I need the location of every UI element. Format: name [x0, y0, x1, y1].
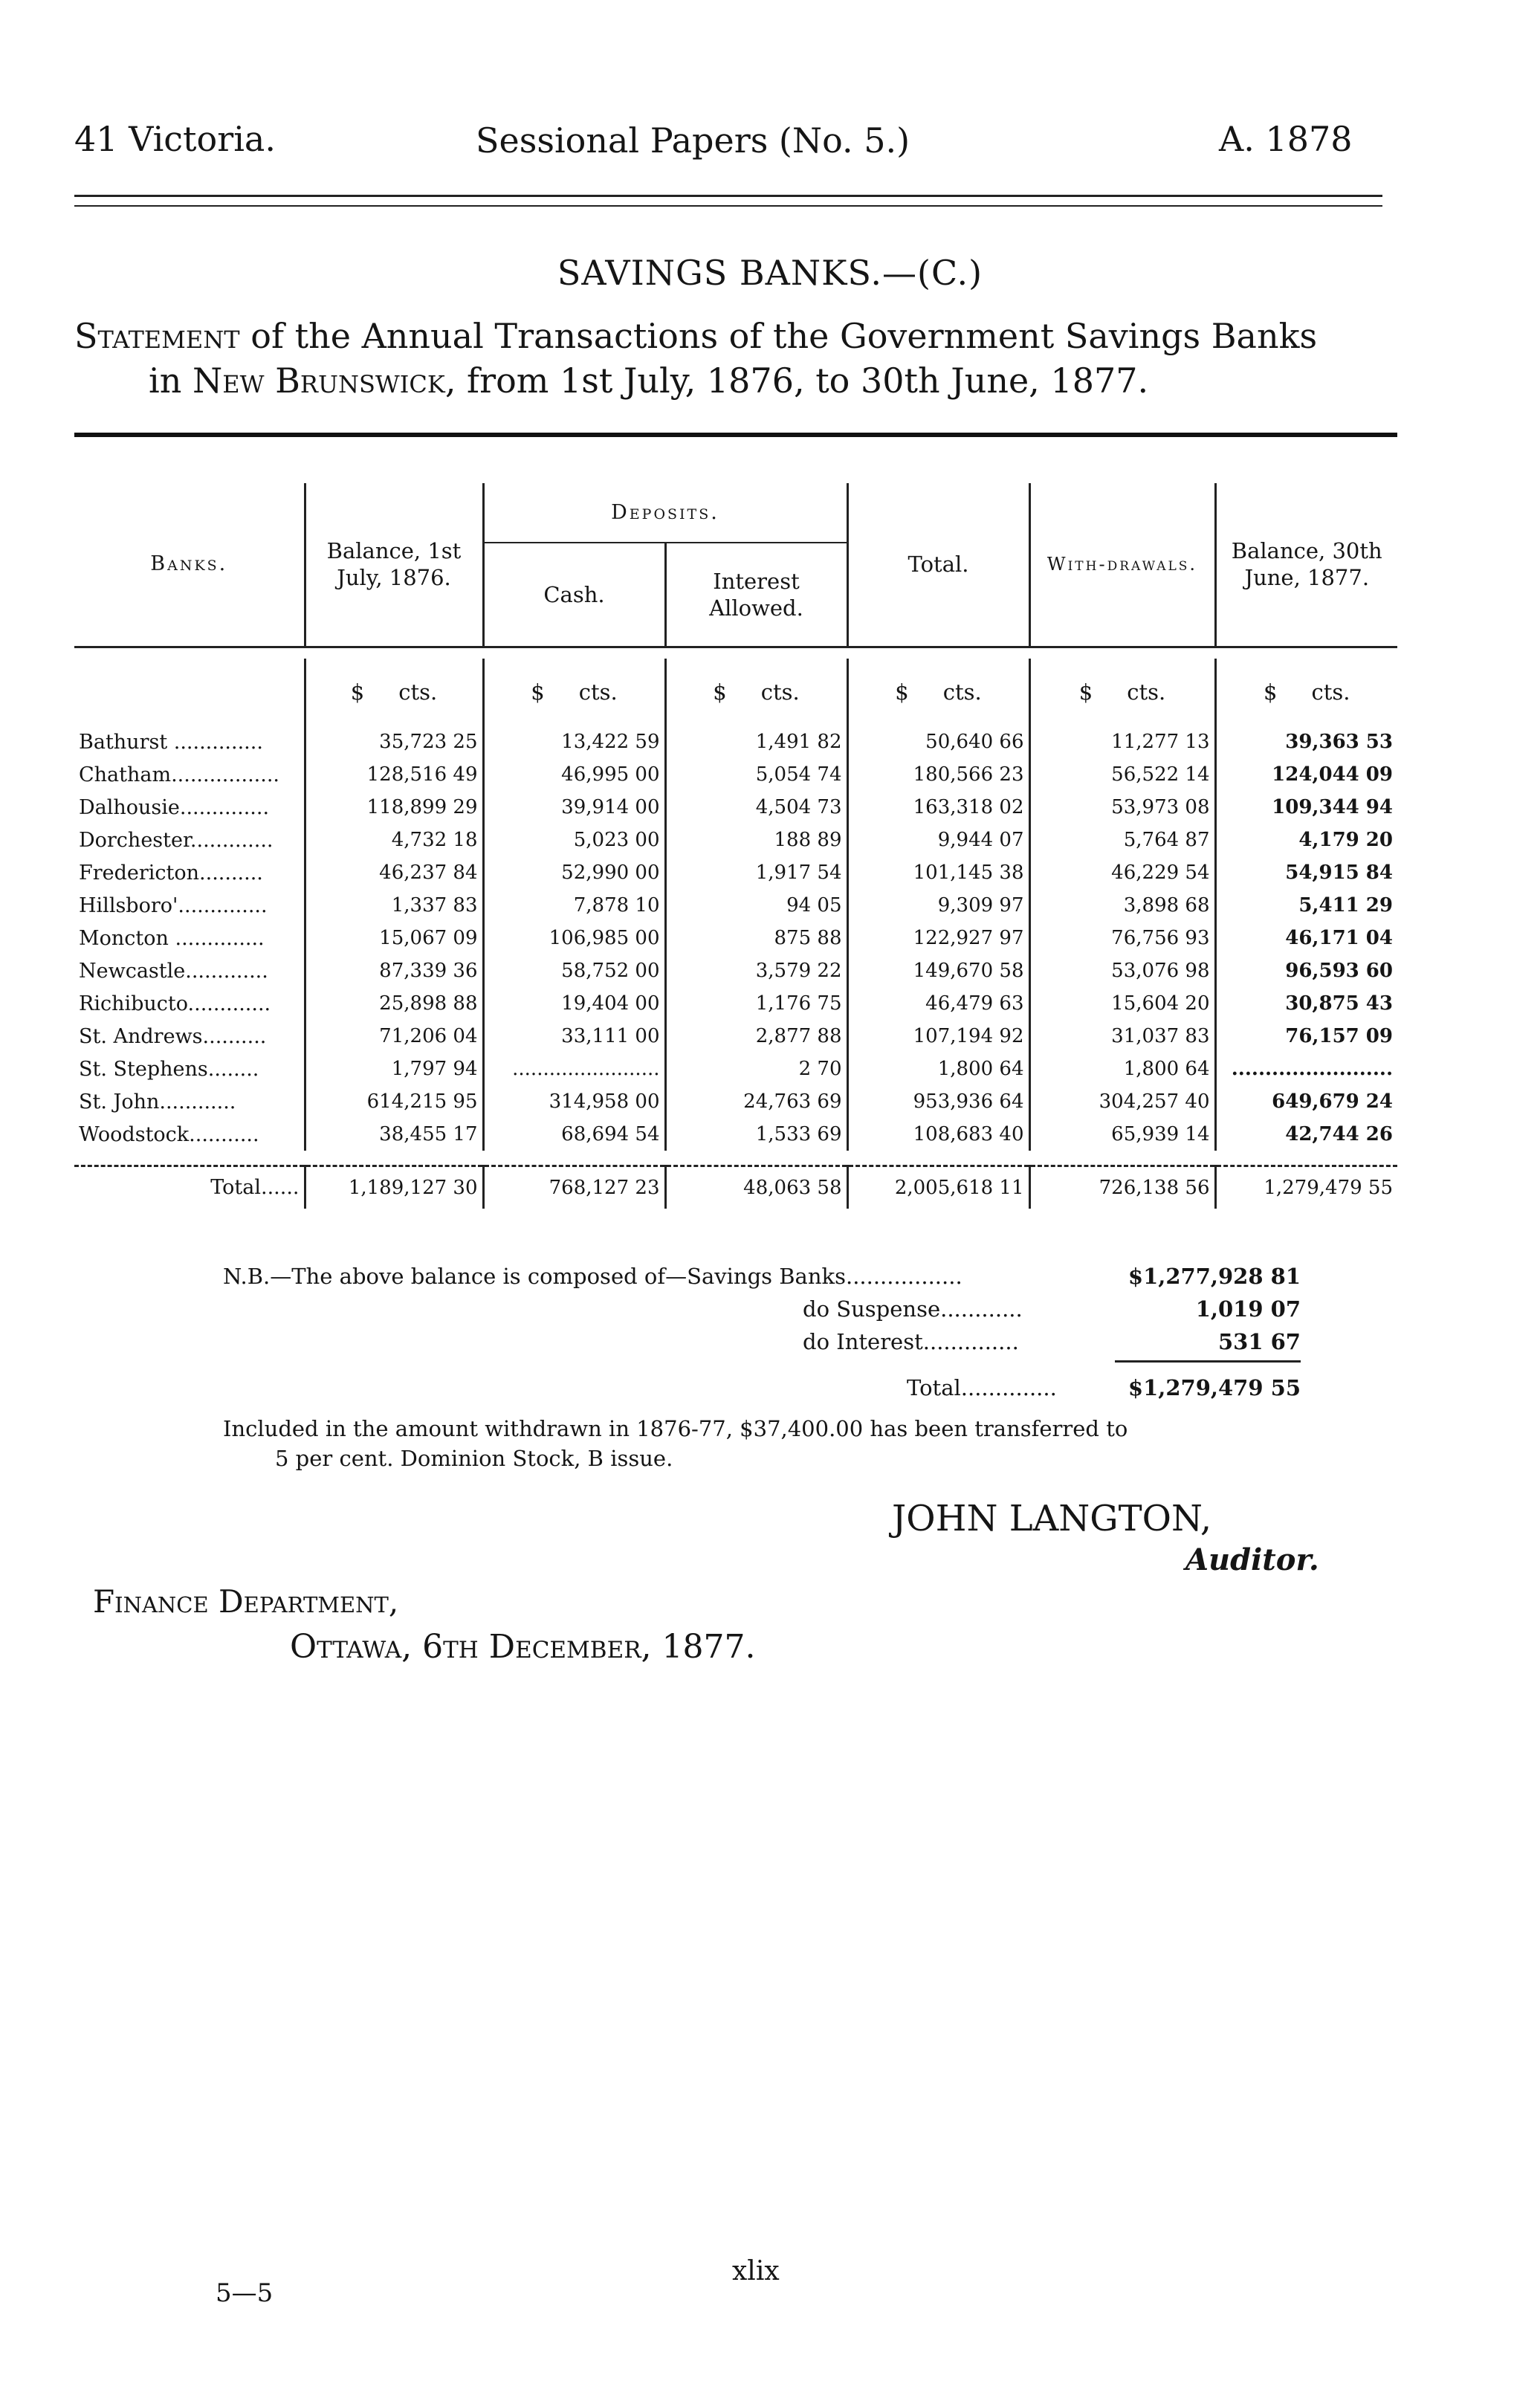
cell-withdrawals: 3,898 68: [1029, 889, 1215, 922]
unit-dollar: $: [350, 679, 365, 705]
note-included-1: Included in the amount withdrawn in 1876-77, $37,400.00 has been transferred to: [223, 1416, 1128, 1441]
unit-cents: cts.: [942, 679, 982, 705]
table-row: [74, 922, 1397, 954]
cell-interest: 5,054 74: [665, 758, 847, 791]
signature-name: JOHN LANGTON,: [892, 1498, 1212, 1539]
cell-withdrawals: 65,939 14: [1029, 1118, 1215, 1151]
cell-bal-end: 96,593 60: [1215, 954, 1397, 987]
cell-bal-end: 4,179 20: [1215, 824, 1397, 856]
total-withdrawals: 726,138 56: [1029, 1166, 1215, 1209]
cell-bal-end: 54,915 84: [1215, 856, 1397, 889]
unit-cents: cts.: [1127, 679, 1166, 705]
col-deposits: Deposits.: [483, 483, 847, 543]
units-row: [74, 659, 1397, 725]
table-row: [74, 791, 1397, 824]
cell-withdrawals: 31,037 83: [1029, 1020, 1215, 1053]
unit-cents: cts.: [1311, 679, 1350, 705]
cell-withdrawals: 11,277 13: [1029, 725, 1215, 758]
cell-cash: 13,422 59: [483, 725, 665, 758]
cell-bal-start: 25,898 88: [305, 987, 483, 1020]
unit-cents: cts.: [760, 679, 800, 705]
cell-cash: 5,023 00: [483, 824, 665, 856]
table-row: [74, 987, 1397, 1020]
cell-withdrawals: 53,973 08: [1029, 791, 1215, 824]
cell-bal-start: 4,732 18: [305, 824, 483, 856]
cell-interest: 3,579 22: [665, 954, 847, 987]
cell-withdrawals: 53,076 98: [1029, 954, 1215, 987]
cell-bal-start: 15,067 09: [305, 922, 483, 954]
statement-line-2: [149, 361, 1412, 401]
cell-total: 108,683 40: [847, 1118, 1029, 1151]
cell-cash: 7,878 10: [483, 889, 665, 922]
total-bal-start: 1,189,127 30: [305, 1166, 483, 1209]
bank-name: Hillsboro'..............: [79, 893, 268, 917]
cell-withdrawals: 5,764 87: [1029, 824, 1215, 856]
cell-bal-end: ........................: [1215, 1053, 1397, 1085]
cell-bal-start: 128,516 49: [305, 758, 483, 791]
place-department: Finance Department,: [93, 1583, 399, 1620]
note-amount-2: 1,019 07: [1195, 1296, 1301, 1322]
col-cash: Cash.: [483, 543, 665, 647]
cell-interest: 2 70: [665, 1053, 847, 1085]
note-label-2: do Suspense............: [803, 1296, 1023, 1322]
total-bal-end: 1,279,479 55: [1215, 1166, 1397, 1209]
cell-cash: 314,958 00: [483, 1085, 665, 1118]
cell-bal-end: 109,344 94: [1215, 791, 1397, 824]
header-rule-bottom: [74, 205, 1382, 207]
note-intro: N.B.—The above balance is composed of—Savings Banks.................: [223, 1264, 962, 1289]
unit-cents: cts.: [398, 679, 438, 705]
note-amount-3: 531 67: [1218, 1329, 1301, 1354]
col-withdrawals: With-drawals.: [1029, 483, 1215, 647]
cell-bal-start: 71,206 04: [305, 1020, 483, 1053]
cell-cash: 33,111 00: [483, 1020, 665, 1053]
col-interest: Interest Allowed.: [665, 543, 847, 647]
table-row: [74, 1053, 1397, 1085]
cell-cash: 52,990 00: [483, 856, 665, 889]
cell-interest: 4,504 73: [665, 791, 847, 824]
cell-total: 122,927 97: [847, 922, 1029, 954]
note-sum-rule: [1115, 1360, 1301, 1363]
sheet-code: 5—5: [216, 2278, 274, 2308]
total-interest: 48,063 58: [665, 1166, 847, 1209]
cell-withdrawals: 1,800 64: [1029, 1053, 1215, 1085]
cell-bal-end: 5,411 29: [1215, 889, 1397, 922]
cell-withdrawals: 304,257 40: [1029, 1085, 1215, 1118]
cell-cash: 46,995 00: [483, 758, 665, 791]
cell-interest: 94 05: [665, 889, 847, 922]
note-label-3: do Interest..............: [803, 1329, 1019, 1354]
table-row: [74, 1118, 1397, 1151]
note-line-3: [803, 1329, 1301, 1354]
cell-interest: 188 89: [665, 824, 847, 856]
note-line-2: [803, 1296, 1301, 1322]
cell-interest: 1,533 69: [665, 1118, 847, 1151]
bank-name: Newcastle.............: [79, 959, 268, 983]
cell-bal-end: 46,171 04: [1215, 922, 1397, 954]
bank-name: Moncton ..............: [79, 926, 265, 950]
bank-name: St. Andrews..........: [79, 1024, 267, 1048]
statement-in: in: [149, 361, 182, 401]
cell-bal-start: 87,339 36: [305, 954, 483, 987]
unit-dollar: $: [713, 679, 727, 705]
unit-dollar: $: [1078, 679, 1093, 705]
cell-bal-end: 42,744 26: [1215, 1118, 1397, 1151]
cell-total: 149,670 58: [847, 954, 1029, 987]
unit-dollar: $: [1263, 679, 1278, 705]
cell-interest: 875 88: [665, 922, 847, 954]
cell-bal-end: 30,875 43: [1215, 987, 1397, 1020]
cell-interest: 1,917 54: [665, 856, 847, 889]
cell-interest: 2,877 88: [665, 1020, 847, 1053]
total-cash: 768,127 23: [483, 1166, 665, 1209]
cell-bal-start: 1,337 83: [305, 889, 483, 922]
cell-withdrawals: 76,756 93: [1029, 922, 1215, 954]
cell-total: 50,640 66: [847, 725, 1029, 758]
col-balance-end: Balance, 30th June, 1877.: [1215, 483, 1397, 647]
cell-total: 46,479 63: [847, 987, 1029, 1020]
table-top-rule: [74, 433, 1397, 437]
cell-total: 107,194 92: [847, 1020, 1029, 1053]
cell-bal-start: 118,899 29: [305, 791, 483, 824]
cell-withdrawals: 56,522 14: [1029, 758, 1215, 791]
cell-bal-end: 39,363 53: [1215, 725, 1397, 758]
note-included-2: 5 per cent. Dominion Stock, B issue.: [275, 1446, 673, 1471]
col-total: Total.: [847, 483, 1029, 647]
bank-name: Fredericton..........: [79, 861, 263, 885]
cell-bal-end: 76,157 09: [1215, 1020, 1397, 1053]
statement-line-1: [74, 316, 1412, 356]
total-row: [74, 1166, 1397, 1209]
cell-withdrawals: 15,604 20: [1029, 987, 1215, 1020]
cell-bal-end: 124,044 09: [1215, 758, 1397, 791]
signature-title: Auditor.: [1185, 1542, 1319, 1577]
table-row: [74, 1020, 1397, 1053]
bank-name: Bathurst ..............: [79, 730, 263, 754]
savings-bank-table: [74, 483, 1397, 1209]
col-banks: Banks.: [150, 552, 228, 576]
cell-total: 101,145 38: [847, 856, 1029, 889]
cell-bal-start: 1,797 94: [305, 1053, 483, 1085]
cell-total: 9,309 97: [847, 889, 1029, 922]
statement-text-1: of the Annual Transactions of the Government Savings Banks: [250, 316, 1318, 356]
total-label: Total......: [210, 1176, 300, 1200]
note-amount-1: $1,277,928 81: [1128, 1264, 1301, 1289]
bank-name: St. Stephens........: [79, 1057, 259, 1081]
bank-name: Richibucto.............: [79, 992, 271, 1015]
cell-bal-start: 46,237 84: [305, 856, 483, 889]
col-balance-start: Balance, 1st July, 1876.: [305, 483, 483, 647]
place-date: Ottawa, 6th December, 1877.: [290, 1628, 756, 1666]
cell-interest: 24,763 69: [665, 1085, 847, 1118]
cell-cash: ........................: [483, 1053, 665, 1085]
table-row: [74, 856, 1397, 889]
table-row: [74, 954, 1397, 987]
note-total-label: Total..............: [907, 1375, 1057, 1400]
cell-total: 1,800 64: [847, 1053, 1029, 1085]
header-center: Sessional Papers (No. 5.): [476, 120, 910, 161]
statement-lead: Statement: [74, 316, 240, 356]
table-row: [74, 1085, 1397, 1118]
cell-interest: 1,176 75: [665, 987, 847, 1020]
cell-bal-start: 35,723 25: [305, 725, 483, 758]
page-number: xlix: [732, 2256, 780, 2286]
note-total-line: [907, 1375, 1301, 1400]
cell-interest: 1,491 82: [665, 725, 847, 758]
header-left: 41 Victoria.: [74, 119, 276, 159]
bank-name: Chatham.................: [79, 763, 279, 786]
bank-name: Woodstock...........: [79, 1122, 259, 1146]
cell-cash: 19,404 00: [483, 987, 665, 1020]
unit-cents: cts.: [578, 679, 618, 705]
bank-name: Dorchester.............: [79, 828, 274, 852]
cell-withdrawals: 46,229 54: [1029, 856, 1215, 889]
cell-cash: 68,694 54: [483, 1118, 665, 1151]
bank-name: St. John............: [79, 1090, 236, 1114]
cell-bal-end: 649,679 24: [1215, 1085, 1397, 1118]
page-title: SAVINGS BANKS.—(C.): [557, 253, 983, 293]
cell-total: 9,944 07: [847, 824, 1029, 856]
cell-bal-start: 38,455 17: [305, 1118, 483, 1151]
cell-cash: 106,985 00: [483, 922, 665, 954]
unit-dollar: $: [895, 679, 909, 705]
table-row: [74, 889, 1397, 922]
cell-cash: 58,752 00: [483, 954, 665, 987]
bank-name: Dalhousie..............: [79, 795, 270, 819]
cell-total: 180,566 23: [847, 758, 1029, 791]
statement-province: New Brunswick: [192, 361, 445, 401]
cell-bal-start: 614,215 95: [305, 1085, 483, 1118]
cell-total: 953,936 64: [847, 1085, 1029, 1118]
table-row: [74, 824, 1397, 856]
header-rule-top: [74, 195, 1382, 197]
table-row: [74, 725, 1397, 758]
unit-dollar: $: [531, 679, 545, 705]
header-right: A. 1878: [1219, 119, 1353, 159]
total-total: 2,005,618 11: [847, 1166, 1029, 1209]
statement-text-2: , from 1st July, 1876, to 30th June, 1877.: [444, 361, 1149, 401]
note-total-amount: $1,279,479 55: [1128, 1375, 1301, 1400]
cell-total: 163,318 02: [847, 791, 1029, 824]
cell-cash: 39,914 00: [483, 791, 665, 824]
note-line-1: [223, 1264, 1301, 1289]
table-row: [74, 758, 1397, 791]
